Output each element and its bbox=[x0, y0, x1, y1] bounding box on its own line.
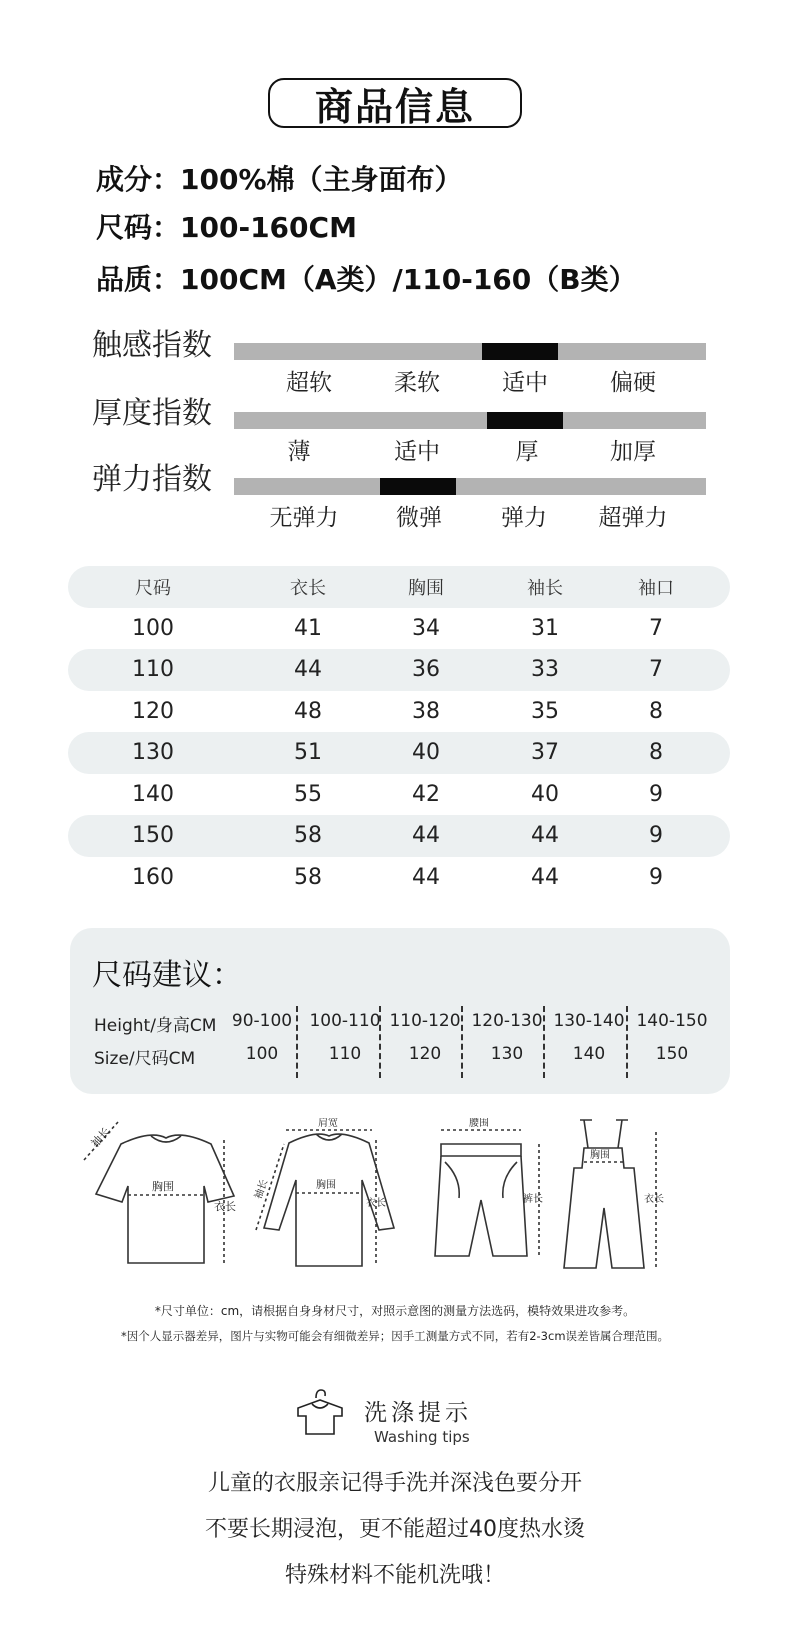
table-row bbox=[68, 691, 730, 733]
tshirt-diagram bbox=[84, 1122, 236, 1263]
table-cell: 51 bbox=[294, 740, 322, 766]
sleeve-label: 袖长 bbox=[88, 1124, 113, 1151]
shirt-hanger-icon bbox=[290, 1388, 350, 1438]
height-range: 140-150 bbox=[636, 1011, 708, 1031]
length-label: 衣长 bbox=[366, 1198, 386, 1209]
index-option: 适中 bbox=[394, 439, 440, 465]
table-row bbox=[68, 608, 730, 650]
table-cell: 150 bbox=[132, 823, 174, 849]
table-cell: 110 bbox=[132, 657, 174, 683]
height-range: 100-110 bbox=[309, 1011, 381, 1031]
size-value: 110 bbox=[328, 1044, 362, 1064]
table-cell: 42 bbox=[412, 781, 440, 807]
index-option: 偏硬 bbox=[610, 370, 656, 396]
table-cell: 7 bbox=[649, 615, 663, 641]
table-cell: 58 bbox=[294, 864, 322, 890]
table-header-cell: 尺码 bbox=[135, 577, 171, 599]
washing-line: 儿童的衣服亲记得手洗并深浅色要分开 bbox=[207, 1471, 582, 1496]
spec-quality: 品质：100CM（A类）/110-160（B类） bbox=[96, 263, 637, 296]
table-header-cell: 袖口 bbox=[638, 577, 674, 599]
table-cell: 48 bbox=[294, 698, 322, 724]
longsleeve-diagram bbox=[251, 1118, 394, 1266]
index-bar bbox=[234, 343, 706, 360]
recommendation-title: 尺码建议： bbox=[92, 958, 242, 993]
table-cell: 7 bbox=[649, 657, 663, 683]
table-cell: 41 bbox=[294, 615, 322, 641]
column-divider bbox=[543, 1006, 545, 1078]
size-value: 120 bbox=[408, 1044, 442, 1064]
pants-length-label: 裤长 bbox=[523, 1194, 543, 1205]
table-cell: 44 bbox=[412, 823, 440, 849]
table-cell: 55 bbox=[294, 781, 322, 807]
index-option: 厚 bbox=[515, 439, 539, 465]
index-option: 超弹力 bbox=[598, 505, 668, 531]
length-label: 衣长 bbox=[214, 1200, 236, 1213]
table-cell: 160 bbox=[132, 864, 174, 890]
index-option: 柔软 bbox=[394, 370, 440, 396]
index-option: 适中 bbox=[502, 370, 548, 396]
index-option: 无弹力 bbox=[269, 505, 339, 531]
overalls-diagram bbox=[564, 1120, 664, 1268]
washing-subtitle: Washing tips bbox=[374, 1428, 470, 1446]
shoulder-label: 肩宽 bbox=[318, 1118, 338, 1129]
table-cell: 34 bbox=[412, 615, 440, 641]
washing-line: 特殊材料不能机洗哦！ bbox=[284, 1563, 505, 1588]
index-label: 厚度指数 bbox=[92, 396, 212, 431]
index-option: 超软 bbox=[286, 370, 332, 396]
table-cell: 31 bbox=[531, 615, 559, 641]
size-value: 150 bbox=[655, 1044, 689, 1064]
index-option: 加厚 bbox=[610, 439, 656, 465]
index-marker bbox=[380, 478, 456, 495]
spec-composition: 成分：100%棉（主身面布） bbox=[96, 163, 463, 196]
measurement-diagrams bbox=[76, 1118, 736, 1294]
table-cell: 130 bbox=[132, 740, 174, 766]
index-label: 触感指数 bbox=[92, 328, 212, 363]
spec-size: 尺码：100-160CM bbox=[96, 211, 357, 244]
table-header-cell: 衣长 bbox=[290, 577, 326, 599]
table-cell: 9 bbox=[649, 864, 663, 890]
page-title: 商品信息 bbox=[268, 78, 522, 128]
note-measurement: *尺寸单位：cm，请根据自身身材尺寸，对照示意图的测量方法选码，模特效果进攻参考。 bbox=[154, 1304, 636, 1318]
index-marker bbox=[487, 412, 563, 429]
column-divider bbox=[461, 1006, 463, 1078]
height-range: 110-120 bbox=[389, 1011, 461, 1031]
chest-label: 胸围 bbox=[152, 1180, 174, 1193]
table-cell: 40 bbox=[531, 781, 559, 807]
index-marker bbox=[482, 343, 558, 360]
table-cell: 44 bbox=[412, 864, 440, 890]
size-value: 100 bbox=[245, 1044, 279, 1064]
table-row bbox=[68, 857, 730, 899]
table-cell: 8 bbox=[649, 698, 663, 724]
size-recommendation-panel bbox=[70, 928, 730, 1094]
shorts-diagram bbox=[435, 1118, 543, 1256]
size-value: 140 bbox=[572, 1044, 606, 1064]
table-cell: 58 bbox=[294, 823, 322, 849]
table-header-cell: 胸围 bbox=[408, 577, 444, 599]
note-disclaimer: *因个人显示器差异，图片与实物可能会有细微差异；因手工测量方式不同，若有2-3cm误差皆属合理范围。 bbox=[120, 1329, 670, 1343]
table-cell: 40 bbox=[412, 740, 440, 766]
chest-label: 胸围 bbox=[590, 1150, 610, 1161]
table-cell: 33 bbox=[531, 657, 559, 683]
index-option: 弹力 bbox=[501, 505, 547, 531]
waist-label: 腰围 bbox=[469, 1118, 489, 1129]
index-bar bbox=[234, 478, 706, 495]
table-cell: 35 bbox=[531, 698, 559, 724]
table-cell: 8 bbox=[649, 740, 663, 766]
column-divider bbox=[296, 1006, 298, 1078]
table-cell: 44 bbox=[531, 823, 559, 849]
table-cell: 44 bbox=[531, 864, 559, 890]
size-label: Size/尺码CM bbox=[94, 1049, 196, 1069]
table-cell: 38 bbox=[412, 698, 440, 724]
table-row bbox=[68, 732, 730, 774]
height-range: 130-140 bbox=[553, 1011, 625, 1031]
table-row bbox=[68, 774, 730, 816]
washing-title: 洗涤提示 bbox=[364, 1400, 472, 1426]
size-value: 130 bbox=[490, 1044, 524, 1064]
table-cell: 9 bbox=[649, 823, 663, 849]
sleeve-label: 袖长 bbox=[253, 1178, 271, 1201]
index-option: 微弹 bbox=[396, 505, 442, 531]
washing-line: 不要长期浸泡，更不能超过40度热水烫 bbox=[205, 1517, 585, 1542]
column-divider bbox=[379, 1006, 381, 1078]
height-range: 90-100 bbox=[231, 1011, 293, 1031]
table-cell: 120 bbox=[132, 698, 174, 724]
table-cell: 44 bbox=[294, 657, 322, 683]
table-cell: 140 bbox=[132, 781, 174, 807]
table-cell: 37 bbox=[531, 740, 559, 766]
height-range: 120-130 bbox=[471, 1011, 543, 1031]
column-divider bbox=[626, 1006, 628, 1078]
height-label: Height/身高CM bbox=[94, 1016, 217, 1036]
length-label: 衣长 bbox=[644, 1194, 664, 1205]
index-bar bbox=[234, 412, 706, 429]
size-table bbox=[68, 566, 730, 898]
index-option: 薄 bbox=[287, 439, 311, 465]
index-label: 弹力指数 bbox=[92, 462, 212, 497]
table-header-cell: 袖长 bbox=[527, 577, 563, 599]
table-cell: 100 bbox=[132, 615, 174, 641]
table-header bbox=[68, 566, 730, 608]
table-cell: 9 bbox=[649, 781, 663, 807]
table-row bbox=[68, 649, 730, 691]
table-cell: 36 bbox=[412, 657, 440, 683]
table-row bbox=[68, 815, 730, 857]
chest-label: 胸围 bbox=[316, 1180, 336, 1191]
